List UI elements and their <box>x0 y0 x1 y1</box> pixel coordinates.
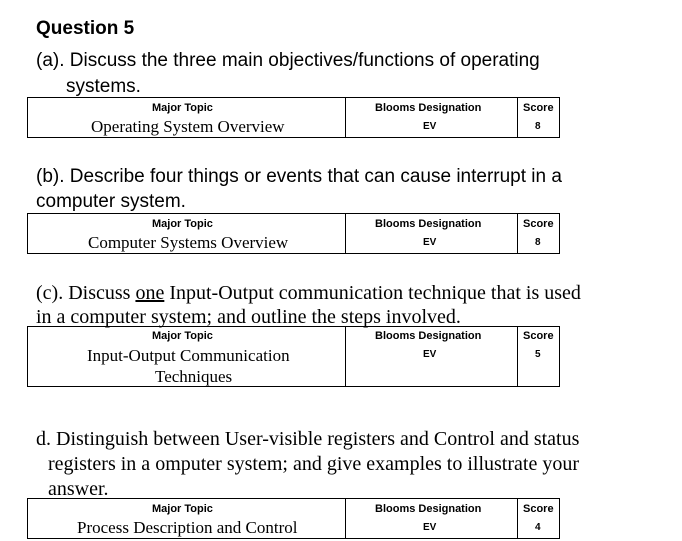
score-value: 5 <box>535 349 541 360</box>
topic-cell <box>28 214 346 254</box>
score-value: 8 <box>535 237 541 248</box>
topic-value: Operating System Overview <box>91 117 285 136</box>
score-label: Score <box>523 218 554 230</box>
blooms-label: Blooms Designation <box>375 218 482 230</box>
question-c-meta-table <box>27 326 560 387</box>
blooms-value: EV <box>423 237 437 248</box>
blooms-label: Blooms Designation <box>375 102 482 114</box>
blooms-value: EV <box>423 121 437 132</box>
question-c-underlined-word: one <box>135 282 165 304</box>
question-d-line-1: d. Distinguish between User-visible registers and Control and status <box>36 428 580 450</box>
question-d-line-2: registers in a omputer system; and give examples to illustrate your <box>48 453 579 475</box>
score-value: 4 <box>535 522 541 533</box>
topic-label: Major Topic <box>152 218 213 230</box>
question-b-line-2: computer system. <box>36 191 186 212</box>
score-cell <box>518 327 560 387</box>
topic-value-line-2: Techniques <box>155 367 233 386</box>
score-label: Score <box>523 102 554 114</box>
score-label: Score <box>523 330 554 342</box>
question-b-meta-table <box>27 213 560 254</box>
question-d-line-3: answer. <box>48 478 109 500</box>
topic-cell <box>28 327 346 387</box>
question-c-text-after: Input-Output communication technique that is used <box>164 282 581 304</box>
blooms-cell <box>346 499 518 539</box>
blooms-value: EV <box>423 349 437 360</box>
topic-value: Computer Systems Overview <box>88 233 289 252</box>
blooms-label: Blooms Designation <box>375 503 482 515</box>
topic-cell <box>28 98 346 138</box>
topic-cell <box>28 499 346 539</box>
question-a-line-1: (a). Discuss the three main objectives/functions of operating <box>36 50 540 71</box>
topic-value-line-1: Input-Output Communication <box>87 346 290 365</box>
question-c-line-2: in a computer system; and outline the steps involved. <box>36 306 461 328</box>
score-label: Score <box>523 503 554 515</box>
score-cell <box>518 499 560 539</box>
question-c-line-1 <box>36 282 581 305</box>
score-cell <box>518 214 560 254</box>
topic-label: Major Topic <box>152 102 213 114</box>
blooms-cell <box>346 98 518 138</box>
question-heading: Question 5 <box>36 18 135 39</box>
question-d-meta-table <box>27 498 560 539</box>
topic-value: Process Description and Control <box>77 518 298 537</box>
score-cell <box>518 98 560 138</box>
topic-label: Major Topic <box>152 330 213 342</box>
question-c-text-before: (c). Discuss <box>36 282 136 304</box>
blooms-cell <box>346 327 518 387</box>
question-a-line-2: systems. <box>66 76 141 97</box>
question-b-line-1: (b). Describe four things or events that can cause interrupt in a <box>36 166 562 187</box>
topic-label: Major Topic <box>152 503 213 515</box>
blooms-label: Blooms Designation <box>375 330 482 342</box>
question-a-meta-table <box>27 97 560 138</box>
blooms-cell <box>346 214 518 254</box>
blooms-value: EV <box>423 522 437 533</box>
score-value: 8 <box>535 121 541 132</box>
